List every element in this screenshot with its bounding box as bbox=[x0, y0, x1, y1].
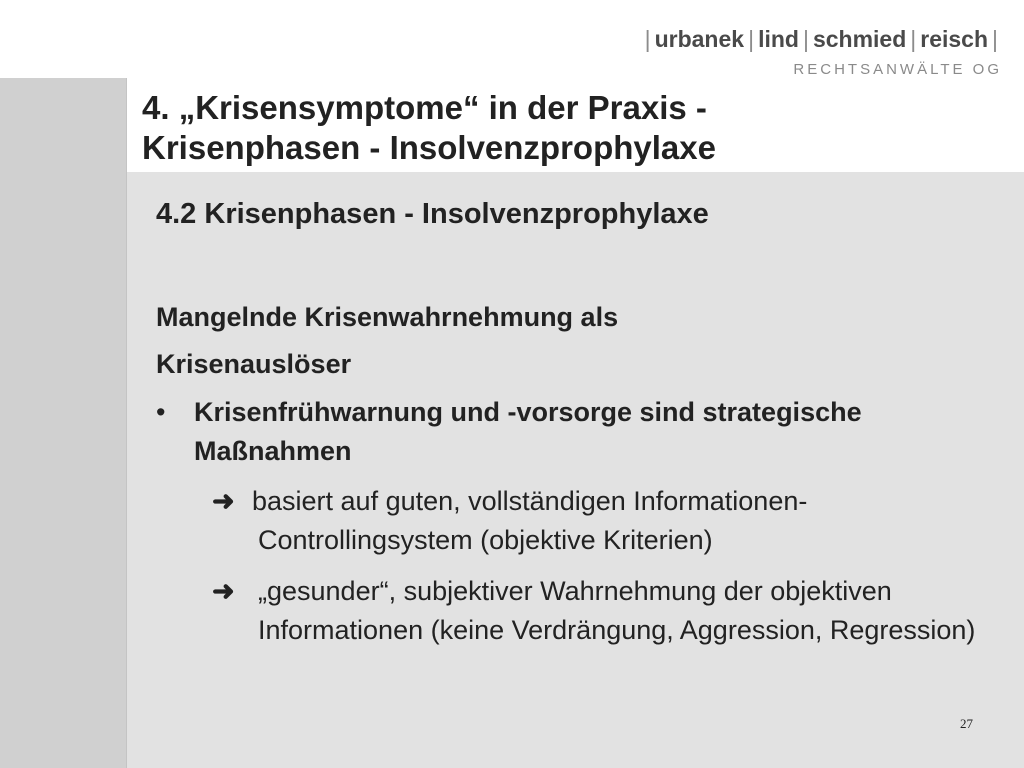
arrow-right-icon: ➜ bbox=[212, 576, 235, 606]
arrow-list-item bbox=[212, 482, 992, 560]
logo-part: reisch bbox=[920, 26, 989, 52]
bullet-item bbox=[156, 393, 916, 471]
firm-logo bbox=[582, 26, 1002, 78]
logo-wordmark: | urbanek | lind | schmied | reisch | bbox=[644, 26, 998, 52]
logo-subtitle: RECHTSANWÄLTE OG bbox=[793, 61, 1002, 78]
section-subheading: 4.2 Krisenphasen - Insolvenzprophylaxe bbox=[156, 198, 709, 230]
slide-title-line: 4. „Krisensymptome“ in der Praxis - bbox=[142, 89, 707, 126]
arrow-right-icon: ➜ bbox=[212, 486, 235, 516]
lead-line: Mangelnde Krisenwahrnehmung als bbox=[156, 302, 619, 332]
slide-title-line: Krisenphasen - Insolvenzprophylaxe bbox=[142, 129, 716, 166]
logo-part: schmied bbox=[812, 26, 907, 52]
arrow-list-item bbox=[212, 572, 992, 650]
arrow-item-text: „gesunder“, subjektiver Wahrnehmung der objektiven Informationen (keine Verdrängung, Aggression, Regression) bbox=[258, 576, 976, 645]
bullet-marker: • bbox=[156, 397, 166, 427]
lead-statement bbox=[156, 294, 876, 388]
arrow-item-text: basiert auf guten, vollständigen Informationen-Controllingsystem (objektive Kriterien) bbox=[252, 486, 808, 555]
lead-line: Krisenauslöser bbox=[156, 349, 352, 379]
left-decorative-band bbox=[0, 78, 126, 768]
page-number: 27 bbox=[960, 716, 973, 731]
logo-part: lind bbox=[758, 26, 799, 52]
bullet-text: Krisenfrühwarnung und -vorsorge sind strategische Maßnahmen bbox=[194, 397, 862, 466]
logo-part: urbanek bbox=[654, 26, 745, 52]
slide-title bbox=[142, 88, 1002, 168]
